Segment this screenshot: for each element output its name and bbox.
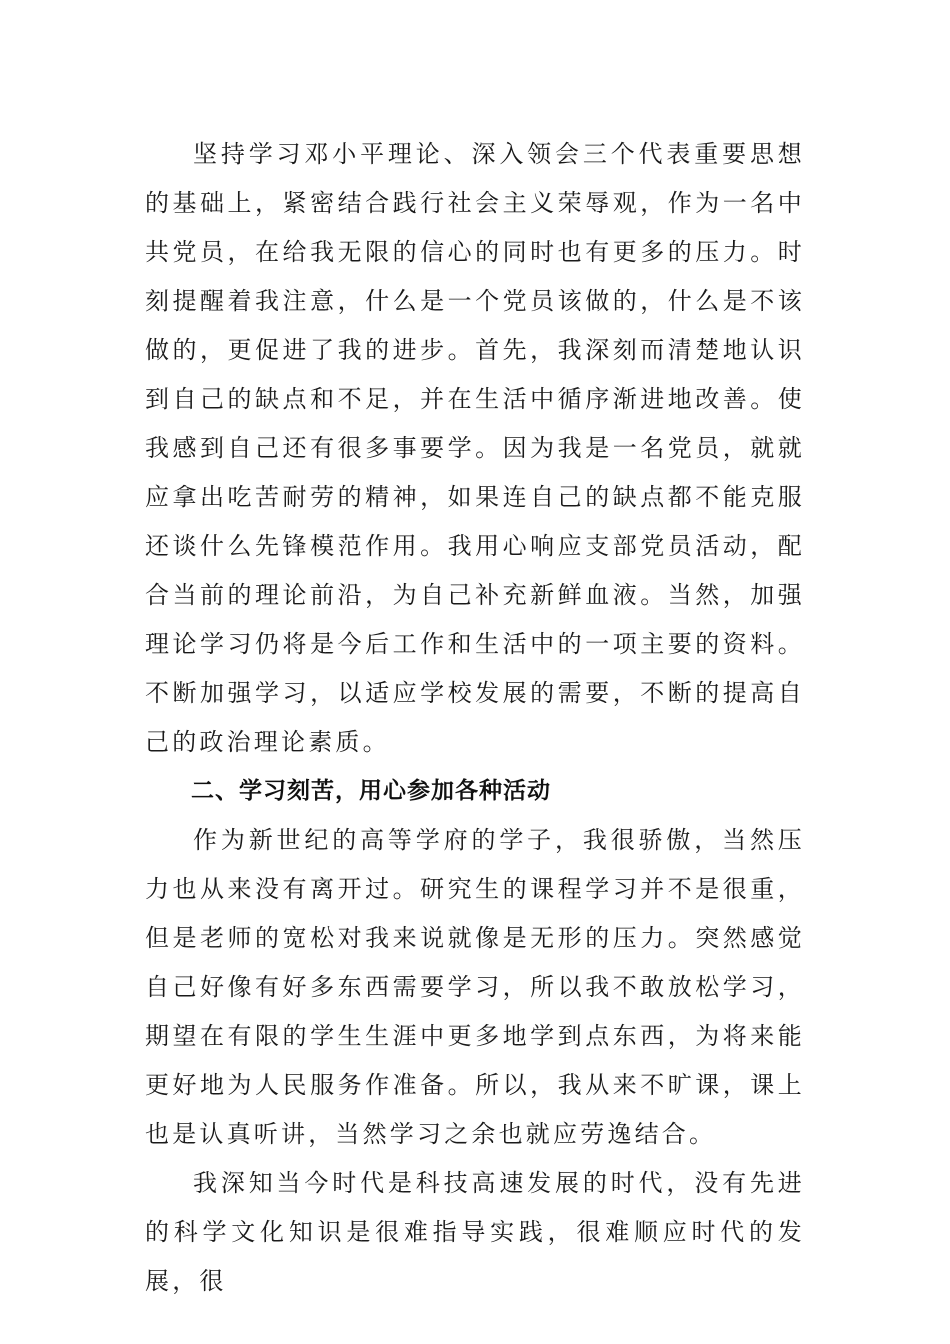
section-heading: 二、学习刻苦，用心参加各种活动 — [191, 778, 551, 804]
paragraph: 作为新世纪的高等学府的学子，我很骄傲，当然压力也从来没有离开过。研究生的课程学习并不是很重，但是老师的宽松对我来说就像是无形的压力。突然感觉自己好像有好多东西需要学习，所以我不敢放松学习，期望在有限的学生生涯中更多地学到点东西，为将来能更好地为人民服务作准备。所以，我从来不旷课，课上也是认真听讲，当然学习之余也就应劳逸结合。 — [145, 826, 805, 1148]
paragraph: 坚持学习邓小平理论、深入领会三个代表重要思想的基础上，紧密结合践行社会主义荣辱观，作为一名中共党员，在给我无限的信心的同时也有更多的压力。时刻提醒着我注意，什么是一个党员该做的，什么是不该做的，更促进了我的进步。首先，我深刻而清楚地认识到自己的缺点和不足，并在生活中循序渐进地改善。使我感到自己还有很多事要学。因为我是一名党员，就就应拿出吃苦耐劳的精神，如果连自己的缺点都不能克服还谈什么先锋模范作用。我用心响应支部党员活动，配合当前的理论前沿，为自己补充新鲜血液。当然，加强理论学习仍将是今后工作和生活中的一项主要的资料。不断加强学习，以适应学校发展的需要，不断的提高自己的政治理论素质。 — [145, 140, 805, 756]
document-body — [145, 130, 805, 1306]
paragraph: 我深知当今时代是科技高速发展的时代，没有先进的科学文化知识是很难指导实践，很难顺应时代的发展，很 — [145, 1169, 805, 1295]
